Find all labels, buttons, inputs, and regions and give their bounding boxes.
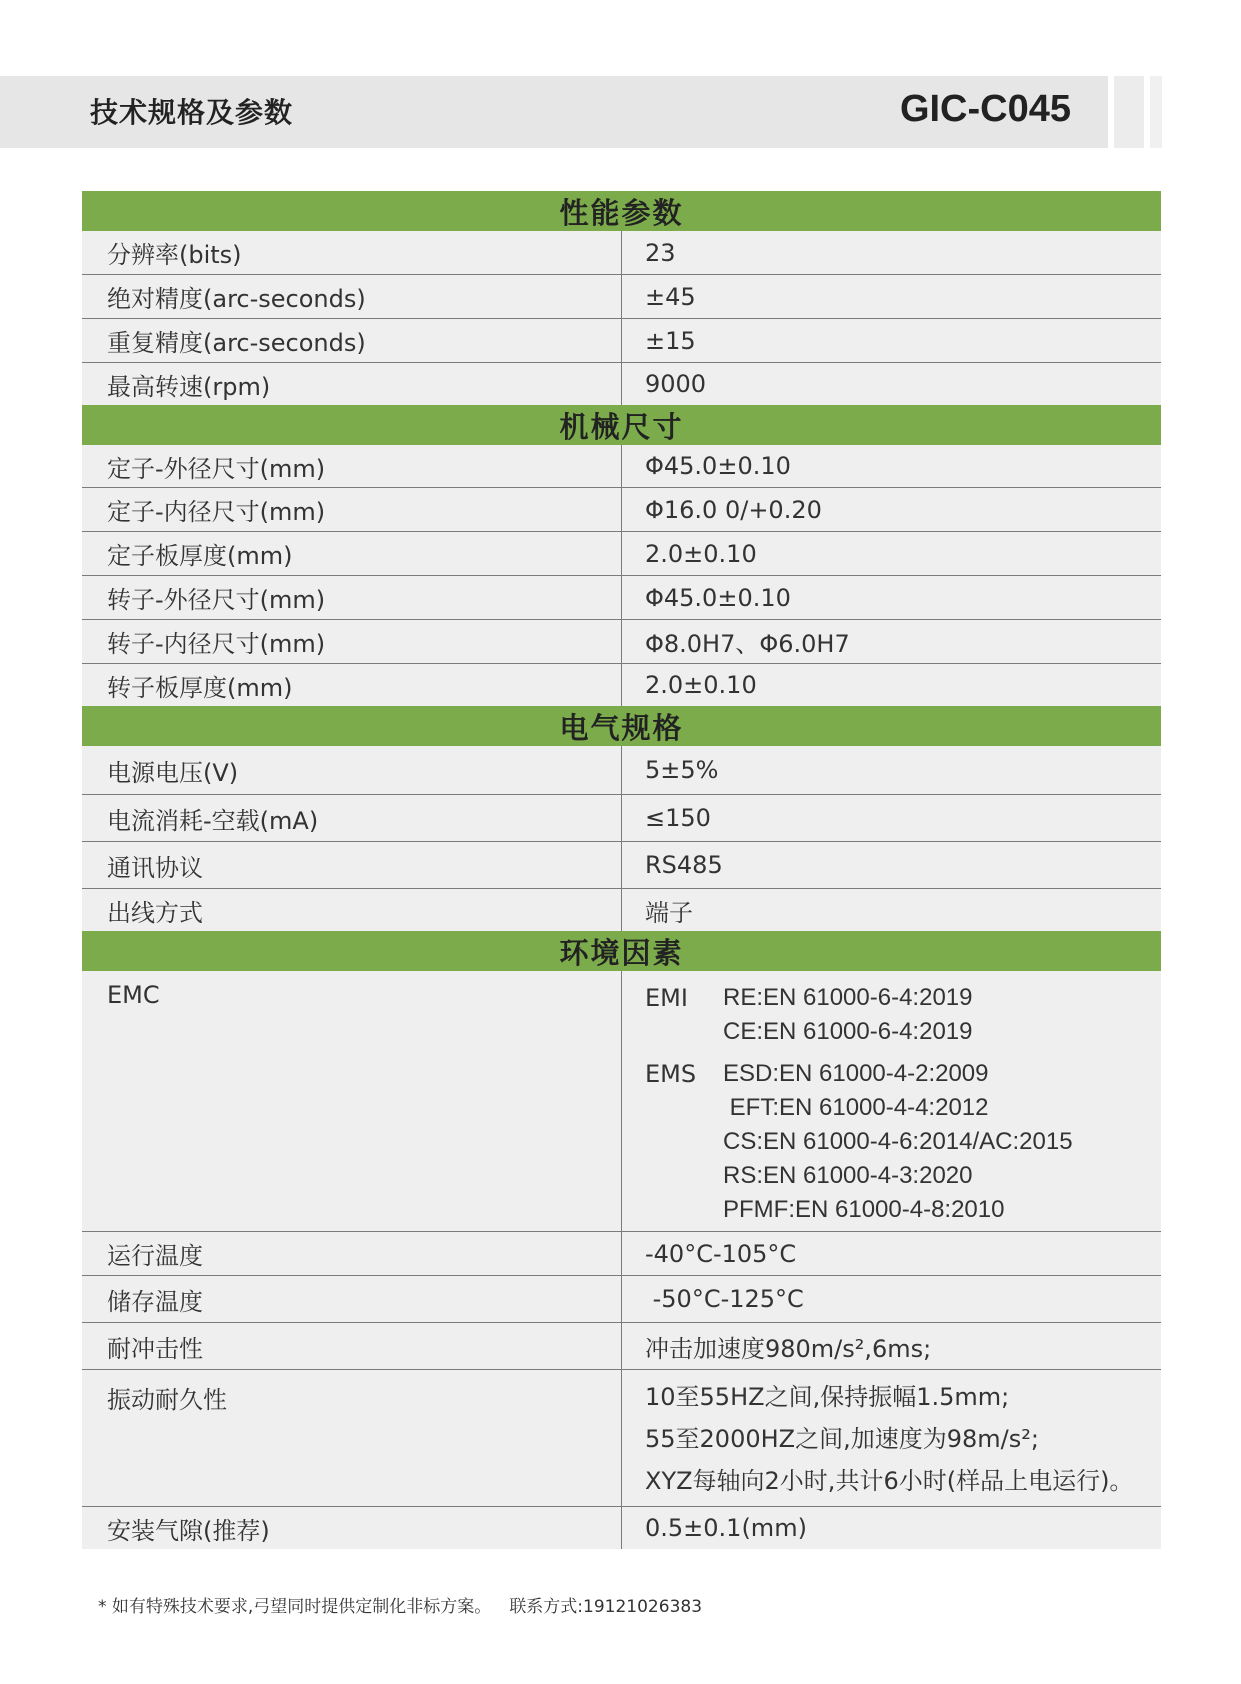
table-row bbox=[82, 1232, 1161, 1276]
section-header-performance: 性能参数 bbox=[82, 191, 1161, 231]
row-value: 冲击加速度980m/s²,6ms; bbox=[645, 1334, 932, 1363]
row-label: 耐冲击性 bbox=[82, 1323, 622, 1369]
row-value: 23 bbox=[645, 238, 676, 267]
row-label: EMC bbox=[82, 971, 622, 1231]
footnote bbox=[98, 1592, 702, 1617]
row-label: 定子-内径尺寸(mm) bbox=[82, 488, 622, 531]
emc-standard: ESD:EN 61000-4-2:2009 bbox=[723, 1060, 989, 1087]
row-value: Φ45.0±0.10 bbox=[645, 452, 791, 480]
emc-standard: RS:EN 61000-4-3:2020 bbox=[723, 1162, 973, 1189]
table-row bbox=[82, 620, 1161, 664]
section-header-mechanical: 机械尺寸 bbox=[82, 405, 1161, 445]
section-header-environment: 环境因素 bbox=[82, 931, 1161, 971]
section-header-electrical: 电气规格 bbox=[82, 706, 1161, 746]
page-title: 技术规格及参数 bbox=[90, 96, 294, 129]
row-label: 重复精度(arc-seconds) bbox=[82, 319, 622, 362]
row-value: 5±5% bbox=[645, 756, 719, 784]
row-label: 安装气隙(推荐) bbox=[82, 1507, 622, 1549]
emc-standard: CE:EN 61000-6-4:2019 bbox=[723, 1018, 973, 1045]
table-row bbox=[82, 275, 1161, 319]
row-label: 振动耐久性 bbox=[82, 1370, 622, 1506]
table-row bbox=[82, 231, 1161, 275]
table-row-vibration bbox=[82, 1370, 1161, 1507]
row-label: 定子板厚度(mm) bbox=[82, 532, 622, 575]
row-label: 转子-内径尺寸(mm) bbox=[82, 620, 622, 663]
row-value: Φ8.0H7、Φ6.0H7 bbox=[645, 630, 850, 658]
row-value: -40°C-105°C bbox=[645, 1239, 797, 1268]
table-row bbox=[82, 488, 1161, 532]
table-row bbox=[82, 363, 1161, 405]
vibration-value bbox=[622, 1370, 1161, 1506]
emc-standard: EFT:EN 61000-4-4:2012 bbox=[723, 1094, 989, 1121]
row-label: 最高转速(rpm) bbox=[82, 363, 622, 405]
emc-emi-group bbox=[645, 981, 1073, 1049]
model-number: GIC-C045 bbox=[899, 88, 1071, 130]
table-row bbox=[82, 319, 1161, 363]
emc-standard: PFMF:EN 61000-4-8:2010 bbox=[723, 1196, 1005, 1223]
table-row bbox=[82, 1323, 1161, 1370]
header-decoration bbox=[1114, 76, 1144, 148]
table-row bbox=[82, 795, 1161, 842]
footnote-text: * 如有特殊技术要求,弓望同时提供定制化非标方案。 bbox=[98, 1597, 492, 1617]
table-row bbox=[82, 576, 1161, 620]
vibration-line: 55至2000HZ之间,加速度为98m/s²; bbox=[645, 1425, 1039, 1453]
row-label: 绝对精度(arc-seconds) bbox=[82, 275, 622, 318]
table-row bbox=[82, 842, 1161, 889]
row-value: RS485 bbox=[645, 851, 723, 879]
table-row bbox=[82, 445, 1161, 488]
emc-value bbox=[622, 971, 1161, 1231]
emc-standard: RE:EN 61000-6-4:2019 bbox=[723, 984, 973, 1011]
row-label: 运行温度 bbox=[82, 1232, 622, 1275]
table-row bbox=[82, 889, 1161, 931]
table-row-emc bbox=[82, 971, 1161, 1232]
contact-info: 联系方式:19121026383 bbox=[509, 1597, 703, 1617]
row-value: Φ16.0 0/+0.20 bbox=[645, 495, 822, 524]
emc-standard: CS:EN 61000-4-6:2014/AC:2015 bbox=[723, 1128, 1073, 1155]
row-value: Φ45.0±0.10 bbox=[645, 583, 791, 612]
row-label: 转子板厚度(mm) bbox=[82, 664, 622, 706]
table-row bbox=[82, 1276, 1161, 1323]
table-row bbox=[82, 1507, 1161, 1549]
table-row bbox=[82, 532, 1161, 576]
row-label: 分辨率(bits) bbox=[82, 231, 622, 274]
row-label: 电源电压(V) bbox=[82, 746, 622, 794]
emc-key: EMI bbox=[645, 984, 688, 1012]
emc-key: EMS bbox=[645, 1060, 697, 1088]
table-row bbox=[82, 664, 1161, 706]
row-value: 2.0±0.10 bbox=[645, 539, 757, 568]
emc-ems-group bbox=[645, 1057, 1073, 1227]
vibration-line: 10至55HZ之间,保持振幅1.5mm; bbox=[645, 1383, 1010, 1411]
row-label: 电流消耗-空载(mA) bbox=[82, 795, 622, 841]
row-label: 储存温度 bbox=[82, 1276, 622, 1322]
row-value: -50°C-125°C bbox=[645, 1285, 804, 1313]
vibration-line: XYZ每轴向2小时,共计6小时(样品上电运行)。 bbox=[645, 1467, 1134, 1495]
row-label: 转子-外径尺寸(mm) bbox=[82, 576, 622, 619]
row-value: 端子 bbox=[645, 898, 693, 927]
row-value: 2.0±0.10 bbox=[645, 671, 757, 699]
row-label: 出线方式 bbox=[82, 889, 622, 931]
row-label: 通讯协议 bbox=[82, 842, 622, 888]
spec-table bbox=[82, 191, 1161, 1549]
row-value: ≤150 bbox=[645, 804, 711, 832]
row-label: 定子-外径尺寸(mm) bbox=[82, 445, 622, 487]
header-decoration bbox=[1150, 76, 1162, 148]
row-value: 0.5±0.1(mm) bbox=[645, 1514, 807, 1542]
row-value: ±45 bbox=[645, 282, 696, 311]
row-value: 9000 bbox=[645, 370, 707, 398]
row-value: ±15 bbox=[645, 326, 696, 355]
table-row bbox=[82, 746, 1161, 795]
